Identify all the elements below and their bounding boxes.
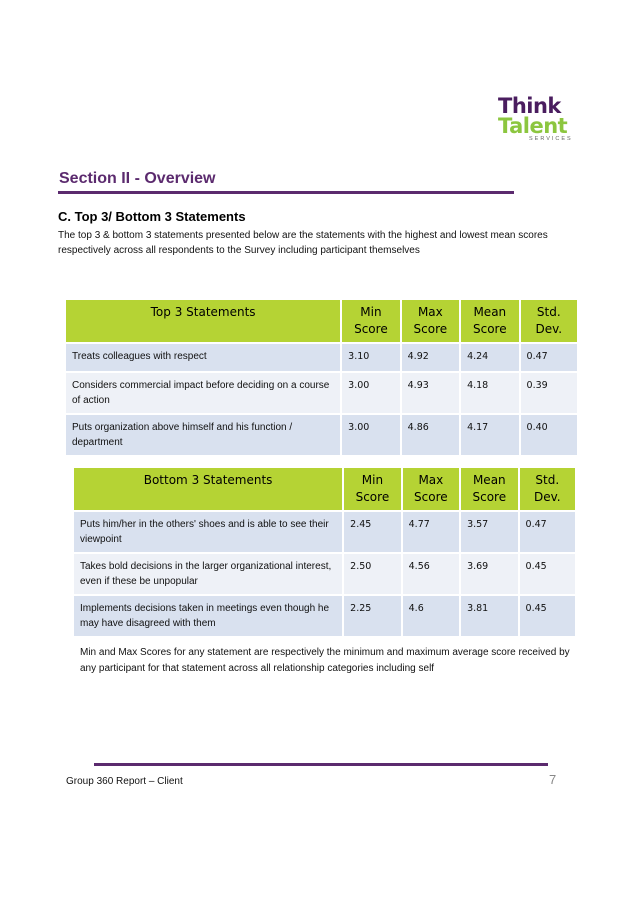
max-score-cell: 4.92 <box>402 344 459 371</box>
header-min-score: Min Score <box>342 300 399 342</box>
std-dev-cell: 0.40 <box>521 415 577 455</box>
statement-cell: Takes bold decisions in the larger organizational interest, even if these be unpopular <box>74 554 342 594</box>
table-row <box>74 554 575 594</box>
min-score-cell: 2.25 <box>344 596 400 636</box>
min-score-cell: 3.10 <box>342 344 399 371</box>
mean-score-cell: 4.24 <box>461 344 518 371</box>
statement-cell: Considers commercial impact before deciding on a course of action <box>66 373 340 413</box>
table-row <box>66 415 577 455</box>
mean-score-cell: 4.18 <box>461 373 518 413</box>
min-score-cell: 2.50 <box>344 554 400 594</box>
logo-line-think: Think <box>498 94 561 118</box>
max-score-cell: 4.77 <box>403 512 459 552</box>
mean-score-cell: 3.81 <box>461 596 517 636</box>
header-mean-score: Mean Score <box>461 300 518 342</box>
footer-divider <box>94 763 548 766</box>
max-score-cell: 4.86 <box>402 415 459 455</box>
header-max-score: Max Score <box>403 468 459 510</box>
min-score-cell: 2.45 <box>344 512 400 552</box>
mean-score-cell: 3.69 <box>461 554 517 594</box>
table-row <box>66 373 577 413</box>
footer-report-title: Group 360 Report – Client <box>66 776 183 787</box>
statement-cell: Puts organization above himself and his function / department <box>66 415 340 455</box>
header-statements: Top 3 Statements <box>66 300 340 342</box>
logo-line-talent: Talent <box>498 114 568 138</box>
statement-cell: Treats colleagues with respect <box>66 344 340 371</box>
header-max-score: Max Score <box>402 300 459 342</box>
std-dev-cell: 0.45 <box>520 554 575 594</box>
header-std-dev: Std. Dev. <box>521 300 577 342</box>
header-mean-score: Mean Score <box>461 468 517 510</box>
std-dev-cell: 0.45 <box>520 596 575 636</box>
section-divider <box>58 191 514 194</box>
score-note: Min and Max Scores for any statement are respectively the minimum and maximum average score received by any participant for that statement across all relationship categories including self <box>80 647 570 674</box>
top-statements-table <box>64 298 579 457</box>
logo-line-services: SERVICES <box>529 136 573 142</box>
statement-cell: Implements decisions taken in meetings even though he may have disagreed with them <box>74 596 342 636</box>
std-dev-cell: 0.47 <box>521 344 577 371</box>
table-row <box>74 596 575 636</box>
bottom-statements-table <box>72 466 577 638</box>
table-row <box>66 344 577 371</box>
max-score-cell: 4.93 <box>402 373 459 413</box>
intro-paragraph: The top 3 & bottom 3 statements presented below are the statements with the highest and lowest mean scores respectively across all respondents to the Survey including participant themselves <box>58 230 548 256</box>
header-std-dev: Std. Dev. <box>520 468 575 510</box>
min-score-cell: 3.00 <box>342 373 399 413</box>
mean-score-cell: 3.57 <box>461 512 517 552</box>
header-min-score: Min Score <box>344 468 400 510</box>
page-number: 7 <box>549 772 557 787</box>
max-score-cell: 4.6 <box>403 596 459 636</box>
header-statements: Bottom 3 Statements <box>74 468 342 510</box>
table-row <box>74 512 575 552</box>
mean-score-cell: 4.17 <box>461 415 518 455</box>
max-score-cell: 4.56 <box>403 554 459 594</box>
statement-cell: Puts him/her in the others' shoes and is able to see their viewpoint <box>74 512 342 552</box>
think-talent-logo <box>498 95 578 145</box>
sub-heading: C. Top 3/ Bottom 3 Statements <box>58 209 246 224</box>
min-score-cell: 3.00 <box>342 415 399 455</box>
std-dev-cell: 0.47 <box>520 512 575 552</box>
section-title: Section II - Overview <box>59 170 216 187</box>
std-dev-cell: 0.39 <box>521 373 577 413</box>
